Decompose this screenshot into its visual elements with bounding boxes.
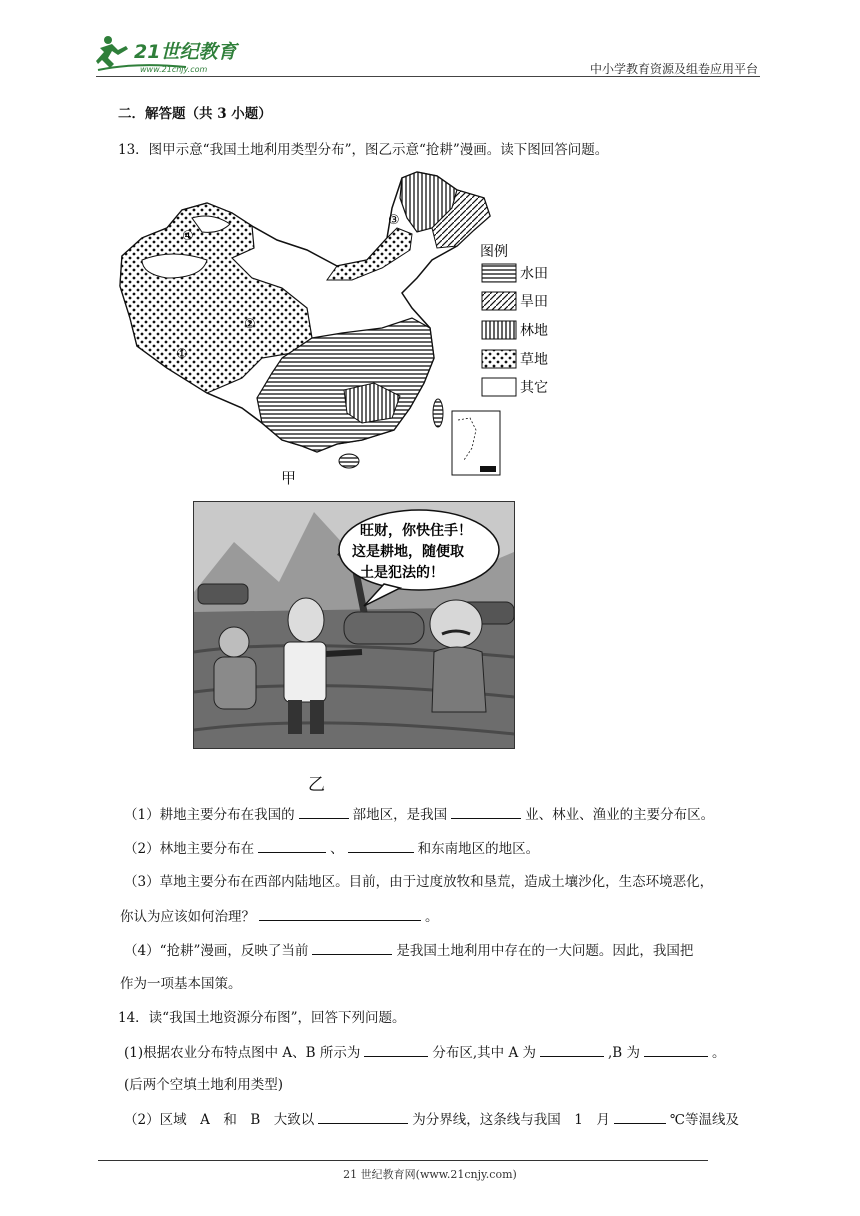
region-label-2: ② (244, 317, 256, 332)
q13-p3-text-a: 你认为应该如何治理？ (120, 909, 255, 925)
q14-part2 (124, 1109, 739, 1130)
q13-p2-text-c: 和东南地区的地区。 (417, 841, 540, 857)
answer-blank[interactable] (348, 838, 414, 853)
q13-part4-line2: 作为一项基本国策。 (120, 976, 242, 992)
q13-part4-line1 (124, 940, 693, 961)
q13-p2-text-a: （2）林地主要分布在 (124, 841, 255, 857)
answer-blank[interactable] (258, 838, 326, 853)
q13-part3-line1: （3）草地主要分布在西部内陆地区。目前，由于过度放牧和垦荒，造成土壤沙化，生态环境恶化， (124, 874, 714, 890)
legend-label-forest: 林地 (520, 323, 548, 339)
q14-p1-text-a: (1)根据农业分布特点图中 A、B 所示为 (124, 1045, 361, 1061)
answer-blank[interactable] (364, 1042, 428, 1057)
answer-blank[interactable] (540, 1042, 604, 1057)
region-label-4: ④ (182, 229, 194, 244)
q14-p1-text-d: 。 (712, 1045, 726, 1061)
page-header (96, 28, 760, 80)
logo-url: www.21cnjy.com (140, 65, 208, 74)
cartoon-image (193, 501, 515, 749)
excavator-left (198, 584, 248, 604)
map-legend (480, 244, 548, 396)
q14-part1 (124, 1042, 726, 1063)
taiwan-island (433, 399, 443, 427)
cartoon-caption: 乙 (308, 775, 325, 795)
q13-part3-line2 (120, 906, 439, 927)
header-divider (96, 76, 760, 77)
speech-line-1: 旺财，你快住手！ (360, 523, 472, 539)
q13-part2 (124, 838, 539, 859)
q13-p4-text-b: 是我国土地利用中存在的一大问题。因此，我国把 (396, 943, 694, 959)
map-caption: 甲 (281, 469, 297, 487)
china-map-figure (112, 168, 558, 490)
region-label-3: ③ (388, 213, 400, 228)
page-footer: 21 世纪教育网(www.21cnjy.com) (343, 1168, 517, 1181)
legend-swatch-paddy (482, 264, 516, 282)
q13-part1 (124, 804, 714, 825)
platform-name: 中小学教育资源及组卷应用平台 (589, 62, 758, 76)
section-title: 二．解答题（共 3 小题） (118, 106, 272, 122)
logo-21cnjy (96, 34, 256, 74)
answer-blank[interactable] (259, 906, 421, 921)
land-use-map (112, 168, 558, 490)
logo-text: 21世纪教育 (134, 41, 237, 63)
q14-part1-note: (后两个空填土地利用类型) (124, 1077, 284, 1093)
south-sea-inset (452, 411, 500, 475)
q13-p4-text-a: （4）“抢耕”漫画，反映了当前 (124, 943, 309, 959)
legend-label-dryland: 旱田 (520, 294, 548, 310)
q14-p2-text-b: 为分界线，这条线与我国 1 月 (412, 1112, 610, 1128)
legend-swatch-dryland (482, 292, 516, 310)
answer-blank[interactable] (451, 804, 521, 819)
speech-line-2: 这是耕地，随便取 (352, 544, 464, 560)
q13-p1-text-c: 业、林业、渔业的主要分布区。 (525, 807, 715, 823)
q13-p2-text-b: 、 (330, 841, 344, 857)
speech-line-3: 土是犯法的！ (360, 565, 444, 581)
cartoon-figure (194, 502, 514, 748)
legend-swatch-forest (482, 321, 516, 339)
q13-p1-text-b: 部地区，是我国 (352, 807, 448, 823)
excavator-center (344, 612, 424, 644)
legend-label-grass: 草地 (520, 352, 548, 368)
dog-character (430, 600, 486, 712)
legend-swatch-other (482, 378, 516, 396)
q14-p2-text-c: ℃等温线及 (669, 1112, 739, 1128)
legend-title: 图例 (480, 244, 508, 260)
answer-blank[interactable] (614, 1109, 666, 1124)
q14-p2-text-a: （2）区域 A 和 B 大致以 (124, 1112, 315, 1128)
legend-label-paddy: 水田 (520, 266, 548, 282)
answer-blank[interactable] (299, 804, 349, 819)
q13-p1-text-a: （1）耕地主要分布在我国的 (124, 807, 295, 823)
q14-p1-text-b: 分布区,其中 A 为 (432, 1045, 536, 1061)
hainan-island (339, 454, 359, 468)
q13-p3-text-b: 。 (425, 909, 439, 925)
footer-divider (98, 1160, 708, 1161)
answer-blank[interactable] (312, 940, 392, 955)
region-label-1: ① (176, 347, 188, 362)
q14-p1-text-c: ,B 为 (608, 1045, 641, 1061)
answer-blank[interactable] (318, 1109, 408, 1124)
question-14-stem: 14．读“我国土地资源分布图”，回答下列问题。 (118, 1010, 406, 1026)
answer-blank[interactable] (644, 1042, 708, 1057)
legend-swatch-grass (482, 350, 516, 368)
legend-label-other: 其它 (520, 380, 548, 396)
question-13-stem: 13．图甲示意“我国土地利用类型分布”，图乙示意“抢耕”漫画。读下图回答问题。 (118, 142, 609, 158)
